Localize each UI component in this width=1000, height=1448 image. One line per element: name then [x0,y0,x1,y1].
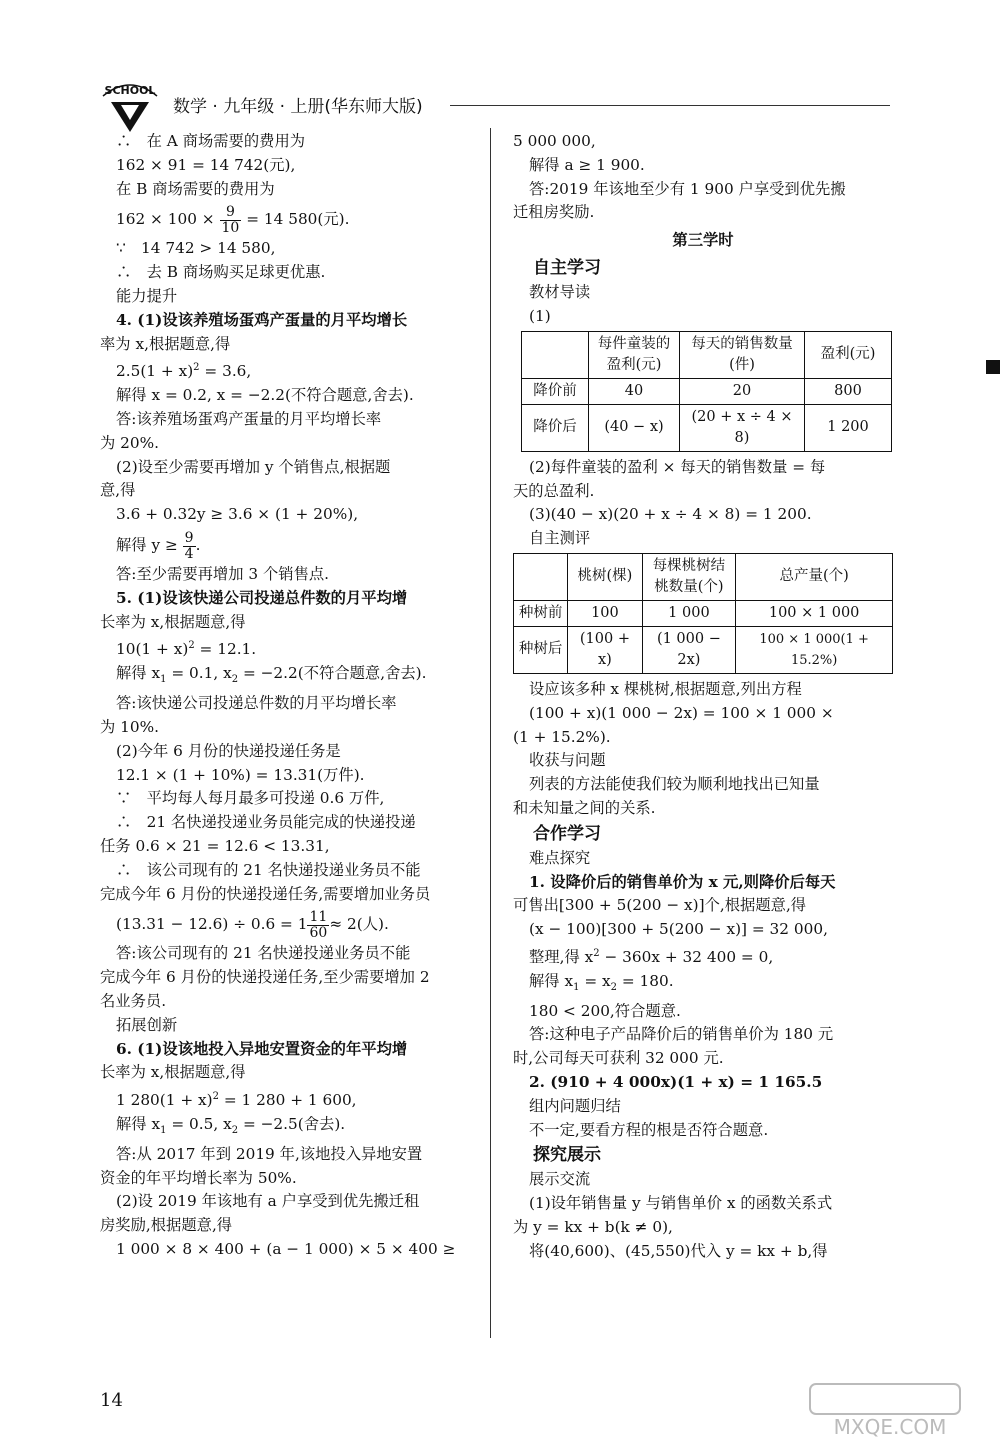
text-line: ∴ 在 A 商场需要的费用为 [116,132,306,150]
table-cell: 1 000 [642,600,736,626]
formula-line [513,970,893,1000]
table-cell: 种树后 [514,626,568,673]
text-line: 意,得 [100,481,136,500]
text-line: 答:该养殖场蛋鸡产蛋量的月平均增长率 [116,410,382,429]
text: 1 280(1 + x) [116,1091,213,1110]
table-cell: 每天的销售数量(件) [680,331,805,378]
table-header-row [522,331,892,378]
text-line [100,1038,478,1062]
subscript: 2 [231,674,239,686]
fraction [220,205,242,236]
numerator: 9 [220,205,242,221]
text: 2. (910 + 4 000x)(1 + x) = 1 165.5 [529,1073,823,1092]
text: 4. (1)设该养殖场蛋鸡产蛋量的月平均增长 [116,310,408,329]
table-row [514,626,893,673]
text-line: 1 000 × 8 × 400 + (a − 1 000) × 5 × 400 ≥ [116,1240,456,1259]
formula-line [100,356,478,384]
text: (13.31 − 12.6) ÷ 0.6 = 1 [116,915,308,934]
text: 10(1 + x) [116,640,189,659]
table-cell [514,553,568,600]
svg-text:SCHOOL: SCHOOL [104,84,156,97]
formula-line [100,1113,478,1143]
table-cell: 种树前 [514,600,568,626]
subsection-title: 自主测评 [529,529,591,548]
text-line: 名业务员. [100,991,167,1010]
text: 5. (1)设该快递公司投递总件数的月平均增 [116,588,408,607]
text: 解得 x [116,1115,161,1134]
header-title: 数学 · 九年级 · 上册(华东师大版) [173,97,423,117]
text-line: 将(40,600)、(45,550)代入 y = kx + b,得 [529,1241,828,1260]
numerator: 9 [184,529,194,546]
text-line: 162 × 91 = 14 742(元), [116,155,296,174]
text-line [100,587,478,611]
left-column [100,130,478,1262]
text-line: ∵ 平均每人每月最多可投递 0.6 万件, [116,789,385,808]
svg-text:MXQE.COM: MXQE.COM [833,1415,947,1439]
text: = 1 280 + 1 600, [219,1091,357,1110]
formula-line [513,942,893,970]
right-column [513,130,893,1264]
text-line: ∴ 该公司现有的 21 名快递投递业务员不能 [116,860,421,879]
subscript: 2 [231,1125,239,1137]
text: = 12.1. [194,640,257,659]
text-line: 解得 x = 0.2, x = −2.2(不符合题意,舍去). [116,386,414,405]
table-clothing-profit [521,331,892,452]
table-cell: 盈利(元) [805,331,892,378]
text-line: (3)(40 − x)(20 + x ÷ 4 × 8) = 1 200. [529,505,812,524]
text-line: 任务 0.6 × 21 = 12.6 < 13.31, [100,836,330,855]
text: 6. (1)设该地投入异地安置资金的年平均增 [116,1039,408,1058]
text-line: 时,公司每天可获利 32 000 元. [513,1049,724,1068]
text-line: ∵ 14 742 > 14 580, [116,239,276,258]
table-peach-trees [513,553,893,674]
text-line: 不一定,要看方程的根是否符合题意. [529,1120,769,1139]
text: 解得 y ≥ [116,536,178,555]
table-cell: 100 × 1 000 [736,600,893,626]
text-line: 率为 x,根据题意,得 [100,334,231,353]
text: = 3.6, [199,362,252,381]
subscript: 1 [573,981,580,993]
text: − 360x + 32 400 = 0, [599,948,774,967]
denominator: 60 [309,924,328,941]
table-cell: 20 [680,378,805,404]
subsection-title: 展示交流 [529,1170,591,1189]
section-heading: 合作学习 [533,823,601,844]
table-cell: 降价前 [522,378,589,404]
formula-line [100,1085,478,1113]
text-line: 资金的年平均增长率为 50%. [100,1168,297,1187]
table-cell: 1 200 [805,404,892,451]
text: = 0.1, x [166,664,232,683]
text-line: 12.1 × (1 + 10%) = 13.31(万件). [116,765,365,784]
text: ≈ 2(人). [329,915,389,934]
text-line: 天的总盈利. [513,481,595,500]
header-rule [450,105,890,106]
table-cell: 每件童装的盈利(元) [589,331,680,378]
text-line: (1) [529,306,551,325]
table-cell: 100 [568,600,642,626]
table-cell: 800 [805,378,892,404]
text-line [513,871,893,895]
subsection-title: 难点探究 [529,848,591,867]
watermark-logo [790,1380,990,1440]
table-cell: 降价后 [522,404,589,451]
school-logo-icon [95,72,165,134]
section-heading: 探究展示 [533,1145,601,1166]
text-line: 180 < 200,符合题意. [529,1001,681,1020]
subscript: 1 [160,1125,167,1137]
table-cell: (20 + x ÷ 4 × 8) [680,404,805,451]
text-line: (1)设年销售量 y 与销售单价 x 的函数关系式 [529,1194,833,1213]
superscript: 2 [188,640,195,652]
text-line: (100 + x)(1 000 − 2x) = 100 × 1 000 × [529,703,834,722]
table-cell [522,331,589,378]
text-line: 可售出[300 + 5(200 − x)]个,根据题意,得 [513,896,807,915]
fraction [183,531,196,562]
table-cell: 桃树(棵) [568,553,642,600]
text-line: 和未知量之间的关系. [513,798,656,817]
numerator: 11 [309,908,328,925]
table-row [522,378,892,404]
subsection-title: 教材导读 [529,283,591,302]
text-line: 3.6 + 0.32y ≥ 3.6 × (1 + 20%), [116,505,359,524]
text-line: 为 y = kx + b(k ≠ 0), [513,1218,673,1237]
text-line: 设应该多种 x 棵桃树,根据题意,列出方程 [529,679,802,698]
text-line: (1 + 15.2%). [513,727,611,746]
text: = 0.5, x [166,1115,232,1134]
page-number: 14 [100,1390,123,1411]
text-line: 答:2019 年该地至少有 1 900 户享受到优先搬 [529,179,846,198]
text: 162 × 100 × [116,210,215,229]
superscript: 2 [593,947,600,959]
table-cell: 40 [589,378,680,404]
lesson-title: 第三学时 [672,231,734,250]
section-heading: 自主学习 [533,258,601,279]
table-cell: (100 + x) [568,626,642,673]
text-line: 完成今年 6 月份的快递投递任务,至少需要增加 2 [100,968,430,987]
text: 1. 设降价后的销售单价为 x 元,则降价后每天 [529,872,836,891]
denominator: 10 [221,219,240,236]
text-line: 完成今年 6 月份的快递投递任务,需要增加业务员 [100,884,431,903]
table-row [514,600,893,626]
text-line [513,1071,893,1095]
text-line: 答:该快递公司投递总件数的月平均增长率 [116,694,397,713]
text-line: 迁租房奖励. [513,203,595,222]
formula-line [100,906,478,942]
text-line: 5 000 000, [513,132,596,150]
text-line: (x − 100)[300 + 5(200 − x)] = 32 000, [529,920,828,939]
text-line: 长率为 x,根据题意,得 [100,612,246,631]
text-line: (2)今年 6 月份的快递投递任务是 [116,741,341,760]
formula-line [100,201,478,237]
superscript: 2 [212,1091,220,1103]
text-line: 列表的方法能使我们较为顺利地找出已知量 [529,775,820,794]
text-line: (2)设 2019 年该地有 a 户享受到优先搬迁租 [116,1192,420,1211]
text: = x [579,971,611,990]
text: = 14 580(元). [246,210,350,229]
table-header-row [514,553,893,600]
text-line: 为 10%. [100,717,160,736]
text: 解得 x [529,971,574,990]
text-line: ∴ 21 名快递投递业务员能完成的快递投递 [116,813,416,832]
denominator: 4 [184,545,194,562]
text-line: (2)设至少需要再增加 y 个销售点,根据题 [116,457,391,476]
formula-line [100,634,478,662]
text-line: 为 20%. [100,433,160,452]
subscript: 1 [160,674,167,686]
table-cell: (1 000 − 2x) [642,626,736,673]
formula-line [100,527,478,563]
subscript: 2 [610,981,618,993]
table-cell: (40 − x) [589,404,680,451]
table-row [522,404,892,451]
subsection-title: 拓展创新 [116,1015,178,1034]
text-line: 解得 a ≥ 1 900. [529,155,645,174]
text: 2.5(1 + x) [116,362,194,381]
text-line [100,309,478,333]
text: = −2.2(不符合题意,舍去). [238,664,427,683]
text: . [195,536,201,555]
text: 解得 x [116,664,161,683]
text-line: 在 B 商场需要的费用为 [116,179,275,198]
text: = −2.5(舍去). [238,1115,346,1134]
subsection-title: 能力提升 [116,286,178,305]
superscript: 2 [193,362,200,374]
table-cell: 每棵桃树结桃数量(个) [642,553,736,600]
subsection-title: 收获与问题 [529,751,606,770]
text-line: ∴ 去 B 商场购买足球更优惠. [116,263,326,282]
page-header [95,72,895,132]
fraction [307,910,329,941]
column-divider [490,128,491,1338]
text-line: 答:至少需要再增加 3 个销售点. [116,565,330,584]
text-line: 长率为 x,根据题意,得 [100,1063,246,1082]
edge-tab-marker [986,360,1000,374]
table-cell: 100 × 1 000(1 + 15.2%) [736,626,893,673]
text-line: (2)每件童装的盈利 × 每天的销售数量 = 每 [529,457,826,476]
text-line: 答:这种电子产品降价后的销售单价为 180 元 [529,1025,834,1044]
subsection-title: 组内问题归结 [529,1096,621,1115]
text-line: 答:从 2017 年到 2019 年,该地投入异地安置 [116,1144,423,1163]
formula-line [100,662,478,692]
text-line: 房奖励,根据题意,得 [100,1216,233,1235]
text: 整理,得 x [529,948,594,967]
table-cell: 总产量(个) [736,553,893,600]
text: = 180. [617,971,674,990]
text-line: 答:该公司现有的 21 名快递投递业务员不能 [116,944,411,963]
